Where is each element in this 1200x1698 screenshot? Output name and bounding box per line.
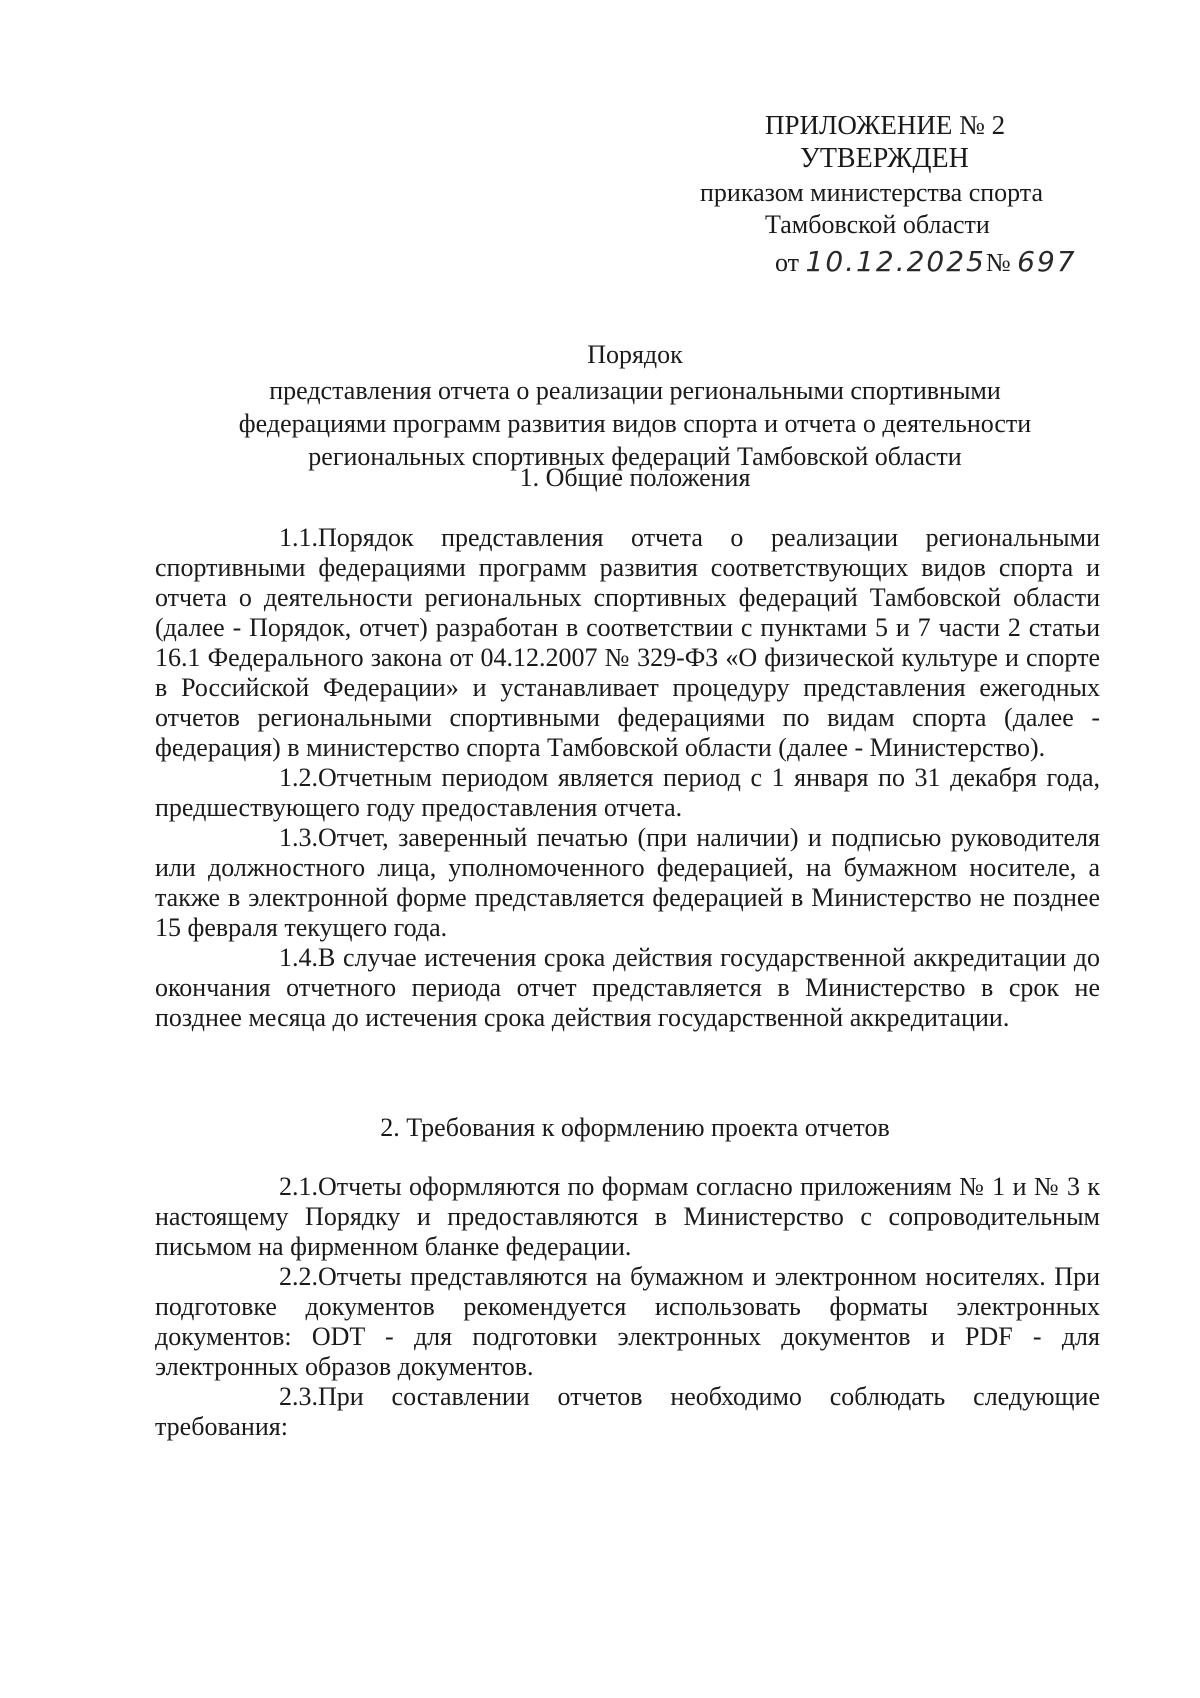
- paragraph-text: Отчетным периодом является период с 1 января по 31 декабря года, предшествующего году предоставления отчета.: [155, 763, 1100, 822]
- paragraph-2-2: [155, 1262, 1100, 1382]
- paragraph-text: В случае истечения срока действия государственной аккредитации до окончания отчетного периода отчет представляется в Министерство в срок не позднее месяца до истечения срока действия государственной аккредитации.: [155, 943, 1100, 1032]
- paragraph-1-2: [155, 763, 1100, 823]
- title-main: Порядок: [587, 340, 683, 369]
- date-prefix: от: [775, 248, 800, 277]
- paragraph-1-4: [155, 943, 1100, 1033]
- title-subtitle: представления отчета о реализации региональными спортивными федерациями программ развития видов спорта и отчета о деятельности региональных спортивных федераций Тамбовской области: [238, 376, 1032, 471]
- region-line: Тамбовской области: [765, 210, 990, 239]
- section-1-heading: 1. Общие положения: [519, 463, 751, 492]
- paragraph-number: 1.3.: [279, 823, 318, 852]
- paragraph-number: 2.2.: [279, 1262, 318, 1291]
- section-2-body: [155, 1172, 1100, 1442]
- paragraph-2-1: [155, 1172, 1100, 1262]
- paragraph-number: 2.1.: [279, 1172, 318, 1201]
- document-title: [150, 338, 1120, 473]
- paragraph-number: 2.3.: [279, 1382, 318, 1411]
- paragraph-number: 1.2.: [279, 763, 318, 792]
- paragraph-number: 1.4.: [279, 943, 318, 972]
- paragraph-2-3: [155, 1382, 1100, 1442]
- paragraph-text: Отчеты представляются на бумажном и электронном носителях. При подготовке документов рекомендуется использовать форматы электронных документов: ODT - для подготовки электронных документов и PDF - для электронных образов документов.: [155, 1262, 1100, 1381]
- paragraph-text: Отчет, заверенный печатью (при наличии) и подписью руководителя или должностного лица, уполномоченного федерацией, на бумажном носителе, а также в электронной форме представляется федерацией в Министерство не позднее 15 февраля текущего года.: [155, 823, 1100, 942]
- date-number-line: [690, 245, 1110, 278]
- section-1-body: [155, 523, 1100, 1033]
- handwritten-date: 10.12.2025: [805, 245, 986, 278]
- paragraph-text: Порядок представления отчета о реализации региональными спортивными федерациями программ развития соответствующих видов спорта и отчета о деятельности региональных спортивных федераций Тамбовской области (далее - Порядок, отчет) разработан в соответствии с пунктами 5 и 7 части 2 статьи 16.1 Федерального закона от 04.12.2007 № 329-ФЗ «О физической культуре и спорте в Российской Федерации» и устанавливает процедуру представления ежегодных отчетов региональными спортивными федерациями по видам спорта (далее - федерация) в министерство спорта Тамбовской области (далее - Министерство).: [155, 523, 1100, 762]
- paragraph-number: 1.1.: [279, 523, 318, 552]
- number-label: №: [985, 248, 1011, 277]
- paragraph-text: Отчеты оформляются по формам согласно приложениям № 1 и № 3 к настоящему Порядку и предоставляются в Министерство с сопроводительным письмом на фирменном бланке федерации.: [155, 1172, 1100, 1261]
- approval-block: [690, 112, 1110, 278]
- appendix-label: ПРИЛОЖЕНИЕ № 2: [765, 110, 1006, 140]
- order-line: приказом министерства спорта: [700, 178, 1044, 207]
- section-2-heading: 2. Требования к оформлению проекта отчетов: [380, 1113, 890, 1142]
- handwritten-number: 697: [1017, 245, 1077, 278]
- paragraph-text: При составлении отчетов необходимо соблюдать следующие требования:: [155, 1382, 1100, 1441]
- paragraph-1-3: [155, 823, 1100, 943]
- approved-label: УТВЕРЖДЕН: [800, 143, 969, 174]
- paragraph-1-1: [155, 523, 1100, 763]
